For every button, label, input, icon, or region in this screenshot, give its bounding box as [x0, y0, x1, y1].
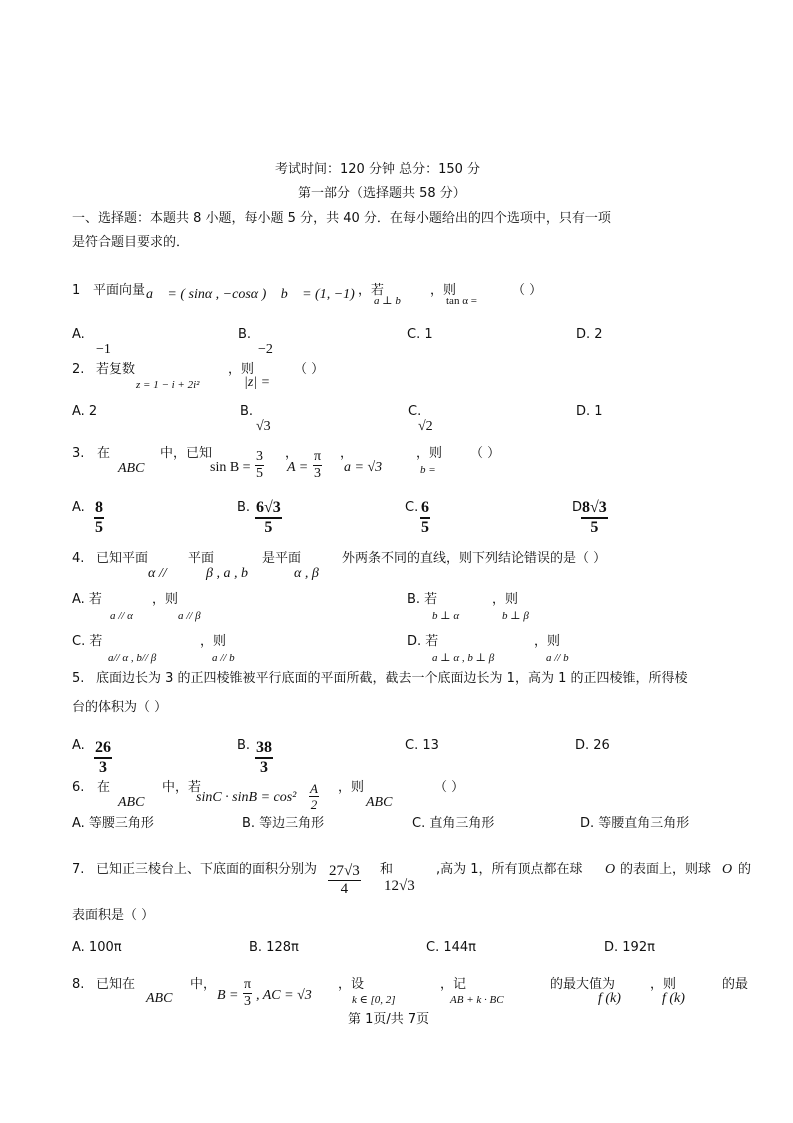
q7-sphere-o-2: O	[722, 862, 733, 877]
q6-equation: sinC · sinB = cos²	[196, 790, 297, 805]
q2-option-b-value: √3	[256, 419, 271, 434]
q5-text-line1: 底面边长为 3 的正四棱锥被平行底面的平面所截，截去一个底面边长为 1，高为 1 的正四棱锥，所得棱	[96, 671, 688, 686]
q4-text-1: 已知平面	[96, 551, 149, 566]
section-instructions-line2: 是符合题目要求的．	[72, 235, 190, 250]
q3-option-c-denominator: 5	[421, 519, 429, 536]
q3-option-b-fraction	[255, 500, 282, 536]
q8-text-7: 的最	[722, 977, 749, 992]
q3-angle-a: A =	[287, 460, 309, 475]
q7-option-b: B. 128π	[249, 940, 299, 955]
q1-vectors: a⃗ = ( sinα , −cosα ) ，b⃗ = (1, −1)	[146, 287, 355, 302]
q4-option-a-math-2: a // β	[178, 610, 201, 622]
q6-number: 6.	[72, 780, 85, 795]
q3-then: ，则	[416, 446, 443, 461]
q2-option-d: D. 1	[576, 404, 603, 419]
q8-number: 8.	[72, 977, 85, 992]
q6-half-angle-denominator: 2	[310, 797, 318, 812]
q4-option-b-math-1: b ⊥ α	[432, 610, 460, 622]
q8-angle-numerator: π	[244, 977, 252, 992]
q6-half-angle-fraction	[309, 782, 319, 811]
q7-top-area-denominator: 4	[340, 881, 349, 897]
q4-option-b-then: ，则	[492, 592, 519, 607]
q7-text-line2: 表面积是（ ）	[72, 908, 155, 923]
q8-f-k-2: f (k)	[662, 991, 685, 1006]
q7-option-a: A. 100π	[72, 940, 122, 955]
q4-number: 4.	[72, 551, 85, 566]
q5-text-line2: 台的体积为（ ）	[72, 700, 168, 715]
q8-text-3: ，设	[338, 977, 365, 992]
q3-text-given: 中，已知	[160, 446, 213, 461]
section-instructions-line1: 一、选择题：本题共 8 小题，每小题 5 分，共 40 分．在每小题给出的四个选项中，只有一项	[72, 211, 611, 226]
q7-text-4: 的	[738, 862, 752, 877]
q7-number: 7.	[72, 862, 85, 877]
q3-sinb: sin B =	[210, 460, 251, 475]
q2-then: ，则	[228, 362, 255, 377]
page-footer: 第 1页/共 7页	[348, 1012, 430, 1027]
q8-k-range: k ∈ [0, 2]	[352, 994, 396, 1006]
q3-number: 3.	[72, 446, 85, 461]
q3-text-in: 在	[97, 446, 111, 461]
q5-option-a: A.	[72, 738, 85, 753]
q6-text-in: 在	[97, 780, 111, 795]
q3-option-b-numerator: 6√3	[255, 500, 282, 519]
q7-top-area-fraction	[328, 864, 361, 897]
q6-half-angle-numerator: A	[310, 781, 318, 796]
q1-text: 平面向量	[93, 283, 146, 298]
q1-condition: a ⊥ b⃗	[374, 295, 410, 307]
q7-top-area-numerator: 27√3	[329, 863, 360, 879]
q7-bottom-area: 12√3	[384, 878, 415, 894]
q1-option-c: C. 1	[407, 327, 433, 342]
q3-comma-1: ，	[285, 446, 299, 461]
q2-answer-paren: （ ）	[294, 362, 325, 377]
q6-triangle: ABC	[118, 795, 145, 810]
q3-option-d-fraction	[581, 500, 608, 536]
q3-sinb-denominator: 5	[256, 466, 263, 481]
q7-text-1: 已知正三棱台上、下底面的面积分别为	[96, 862, 318, 877]
q5-option-d: D. 26	[575, 738, 610, 753]
q8-f-k-1: f (k)	[598, 991, 621, 1006]
q3-option-c-numerator: 6	[420, 500, 430, 519]
q8-side-ac: , AC = √3	[256, 988, 312, 1003]
q8-angle-b: B =	[217, 988, 239, 1003]
q6-option-d: D. 等腰直角三角形	[580, 816, 690, 831]
q3-angle-denominator: 3	[314, 466, 322, 481]
part-title: 第一部分（选择题共 58 分）	[298, 186, 466, 201]
q4-option-d-math-2: a // b	[546, 652, 569, 664]
q6-triangle-2: ABC	[366, 795, 393, 810]
q8-text-1: 已知在	[96, 977, 136, 992]
q2-target: |z| =	[244, 375, 271, 390]
q2-option-b: B.	[240, 404, 254, 419]
q8-angle-denominator: 3	[244, 994, 252, 1009]
q4-option-a-math-1: a // α	[110, 610, 133, 622]
q3-sinb-fraction	[255, 450, 264, 481]
q4-option-d-math-1: a ⊥ α , b ⊥ β	[432, 652, 495, 664]
q7-and: 和	[380, 862, 394, 877]
q5-option-b: B.	[237, 738, 251, 753]
q3-angle-fraction	[313, 450, 322, 481]
q2-option-c-value: √2	[418, 419, 433, 434]
q3-option-b-denominator: 5	[264, 519, 273, 536]
q2-number: 2.	[72, 362, 85, 377]
q2-equation: z = 1 − i + 2i²	[136, 379, 200, 391]
q1-target: tan α =	[446, 295, 477, 307]
q7-sphere-o-1: O	[605, 862, 616, 877]
q5-option-a-denominator: 3	[99, 759, 107, 776]
q8-text-6: ，则	[650, 977, 677, 992]
q4-option-c: C. 若	[72, 634, 103, 649]
q8-angle-fraction	[243, 978, 252, 1009]
q6-then: ，则	[338, 780, 365, 795]
q8-text-5: 的最大值为	[550, 977, 616, 992]
q5-option-c: C. 13	[405, 738, 439, 753]
q3-side-a: a = √3	[344, 460, 383, 475]
q3-comma-2: ，	[340, 446, 354, 461]
q3-angle-numerator: π	[314, 449, 322, 464]
q4-option-a-then: ，则	[152, 592, 179, 607]
q1-number: 1	[72, 283, 81, 298]
q3-option-d-numerator: 8√3	[581, 500, 608, 519]
q2-text: 若复数	[96, 362, 136, 377]
q7-text-3: 的表面上，则球	[620, 862, 712, 877]
q3-triangle: ABC	[118, 461, 145, 476]
q3-option-c: C.	[405, 500, 419, 515]
q4-option-a: A. 若	[72, 592, 102, 607]
q3-target: b =	[420, 464, 436, 476]
q5-number: 5.	[72, 671, 85, 686]
q5-option-b-fraction	[255, 740, 273, 776]
q1-option-a: A.	[72, 327, 85, 342]
q4-math-3: α , β	[294, 566, 319, 581]
q3-option-d: D.	[572, 500, 587, 515]
q3-sinb-numerator: 3	[256, 449, 263, 464]
q8-triangle: ABC	[146, 991, 173, 1006]
q5-option-a-fraction	[94, 740, 112, 776]
q2-option-c: C.	[408, 404, 422, 419]
q6-answer-paren: （ ）	[434, 780, 465, 795]
q4-option-c-then: ，则	[200, 634, 227, 649]
q1-option-d: D. 2	[576, 327, 603, 342]
q8-text-4: ，记	[440, 977, 467, 992]
q3-option-c-fraction	[420, 500, 430, 536]
q1-option-b: B.	[238, 327, 252, 342]
q3-option-d-denominator: 5	[590, 519, 599, 536]
q8-vector-expression: AB + k · BC	[450, 994, 504, 1006]
q1-option-a-value: −1	[96, 342, 111, 357]
q3-option-b: B.	[237, 500, 251, 515]
q3-option-a-numerator: 8	[94, 500, 104, 519]
q7-text-2: ,高为 1，所有顶点都在球	[436, 862, 583, 877]
q1-then: ，则	[430, 283, 457, 298]
q8-text-2: 中，	[190, 977, 217, 992]
q6-option-b: B. 等边三角形	[242, 816, 325, 831]
q2-option-a: A. 2	[72, 404, 98, 419]
q7-option-c: C. 144π	[426, 940, 476, 955]
q6-option-a: A. 等腰三角形	[72, 816, 154, 831]
q7-option-d: D. 192π	[604, 940, 655, 955]
q5-option-b-denominator: 3	[260, 759, 268, 776]
q1-answer-paren: （ ）	[512, 283, 543, 298]
q4-text-2: 平面	[188, 551, 215, 566]
q4-option-b: B. 若	[407, 592, 438, 607]
q6-text-if: 中，若	[162, 780, 202, 795]
q4-option-c-math-2: a // b	[212, 652, 235, 664]
q1-option-b-value: −2	[258, 342, 273, 357]
q4-option-b-math-2: b ⊥ β	[502, 610, 529, 622]
q3-option-a-denominator: 5	[95, 519, 103, 536]
q3-answer-paren: （ ）	[470, 446, 501, 461]
q4-math-1: α //	[148, 566, 167, 581]
q4-math-2: β , a , b	[206, 566, 248, 581]
exam-time-score: 考试时间：120 分钟 总分：150 分	[275, 162, 481, 177]
q5-option-a-numerator: 26	[94, 740, 112, 759]
q4-text-4: 外两条不同的直线，则下列结论错误的是（ ）	[342, 551, 607, 566]
q4-text-3: 是平面	[262, 551, 302, 566]
q3-option-a-fraction	[94, 500, 104, 536]
q4-option-d: D. 若	[407, 634, 439, 649]
q5-option-b-numerator: 38	[255, 740, 273, 759]
q6-option-c: C. 直角三角形	[412, 816, 495, 831]
q4-option-c-math-1: a// α , b// β	[108, 652, 157, 664]
q4-option-d-then: ，则	[534, 634, 561, 649]
q3-option-a: A.	[72, 500, 85, 515]
q1-if: ，若	[358, 283, 385, 298]
